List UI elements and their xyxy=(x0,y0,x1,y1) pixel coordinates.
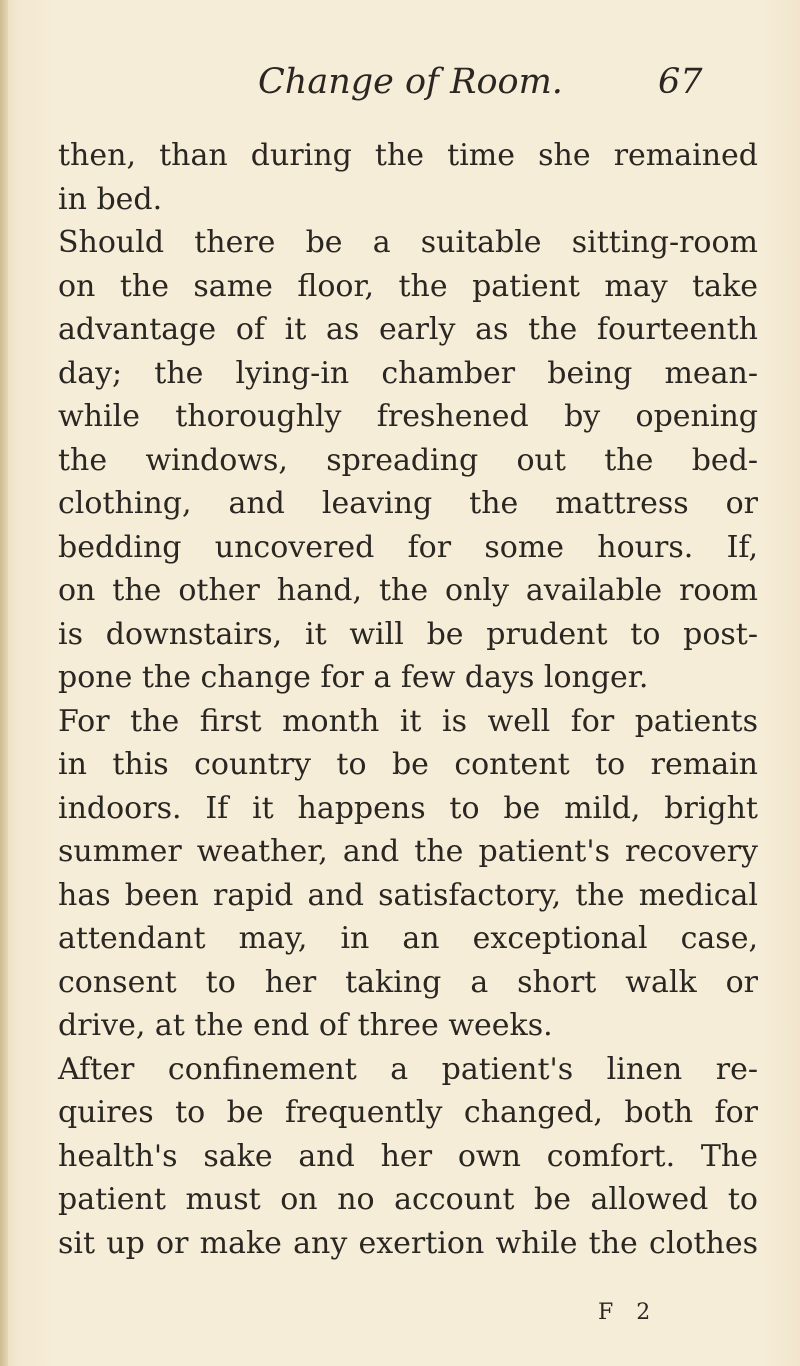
text-line: while thoroughly freshened by opening xyxy=(58,399,758,434)
text-line: then, than during the time she remained xyxy=(58,138,758,173)
text-line: has been rapid and satisfactory, the medical xyxy=(58,877,758,913)
page-spine-edge xyxy=(0,0,8,1366)
text-line: in bed. xyxy=(58,181,163,217)
text-line: on the same floor, the patient may take xyxy=(58,268,758,304)
text-line: patient must on no account be allowed to xyxy=(58,1182,758,1217)
body-text xyxy=(58,134,758,1265)
text-line: summer weather, and the patient's recovery xyxy=(58,834,758,869)
text-line: consent to her taking a short walk or xyxy=(58,964,758,1000)
signature-mark: F 2 xyxy=(598,1300,659,1325)
text-line: pone the change for a few days longer. xyxy=(58,660,649,695)
text-line: health's sake and her own comfort. The xyxy=(58,1138,758,1174)
text-line: in this country to be content to remain xyxy=(58,747,758,782)
text-line: Should there be a suitable sitting-room xyxy=(58,225,758,260)
text-line: is downstairs, it will be prudent to post- xyxy=(58,616,758,652)
text-line: quires to be frequently changed, both for xyxy=(58,1095,758,1130)
text-line: the windows, spreading out the bed- xyxy=(58,442,758,478)
text-line: day; the lying-in chamber being mean- xyxy=(58,355,758,391)
text-line: indoors. If it happens to be mild, bright xyxy=(58,790,758,826)
text-line: advantage of it as early as the fourteenth xyxy=(58,312,758,347)
text-line: on the other hand, the only available room xyxy=(58,573,758,608)
text-line: attendant may, in an exceptional case, xyxy=(58,921,758,956)
page-header xyxy=(0,62,800,112)
text-line: drive, at the end of three weeks. xyxy=(58,1008,553,1043)
text-line: bedding uncovered for some hours. If, xyxy=(58,529,758,565)
text-line: After confinement a patient's linen re- xyxy=(58,1051,758,1087)
running-title: Change of Room. xyxy=(258,62,563,102)
text-line: clothing, and leaving the mattress or xyxy=(58,486,758,521)
page-number: 67 xyxy=(658,62,703,102)
text-line: sit up or make any exertion while the clothes xyxy=(58,1225,758,1261)
text-line: For the first month it is well for patients xyxy=(58,703,758,739)
